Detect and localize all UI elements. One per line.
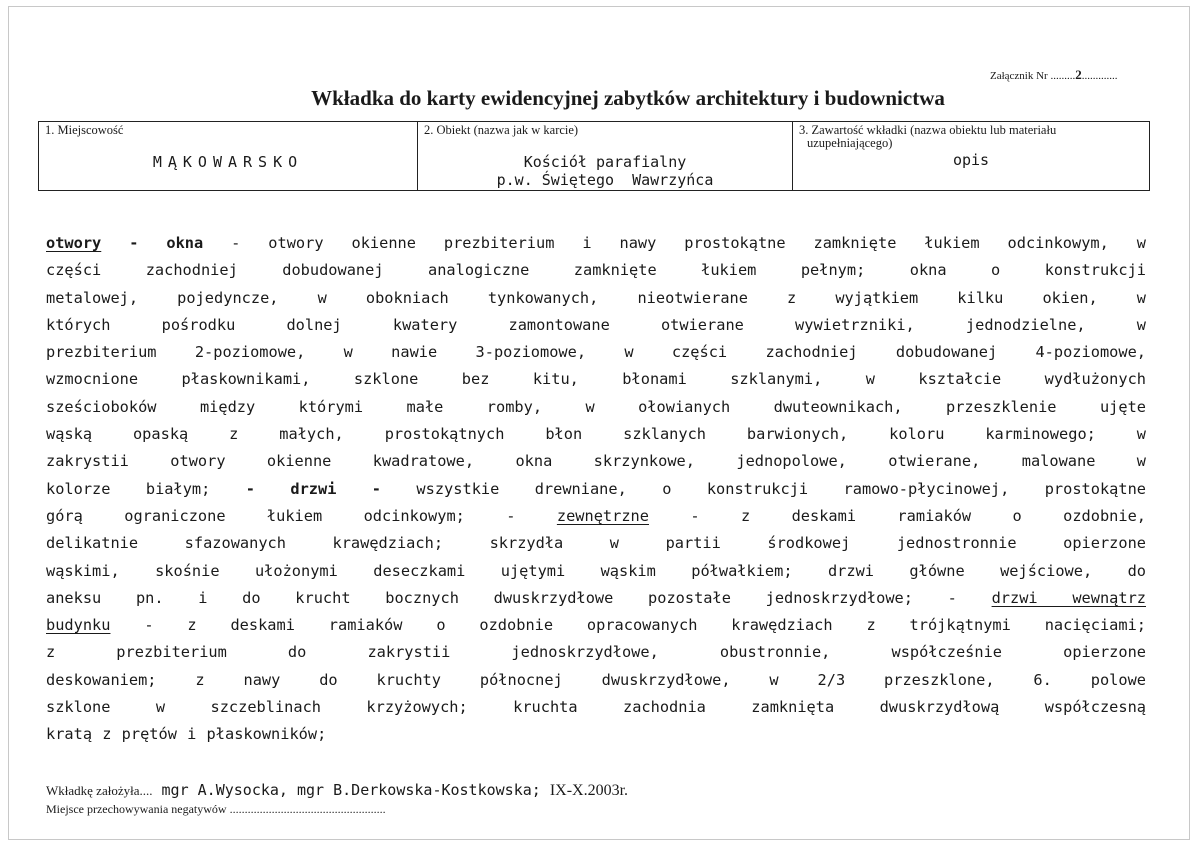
text-segment: wszystkie drewniane, o konstrukcji ramowo-płycinowej, prostokątne [381, 479, 1147, 498]
text-line: deskowaniem; z nawy do kruchty północnej dwuskrzydłowe, w 2/3 przeszklone, 6. polowe [46, 670, 1146, 689]
annex-label: Załącznik Nr ......... [990, 70, 1076, 82]
subheading-interior-cont: budynku [46, 616, 111, 635]
text-line: wzmocnione płaskownikami, szklone bez kitu, błonami szklanymi, w kształcie wydłużonych [46, 370, 1146, 389]
location-label: 1. Miejscowość [45, 123, 124, 137]
annex-number [990, 67, 1117, 83]
object-label: 2. Obiekt (nazwa jak w karcie) [424, 123, 579, 137]
heading-doors: - drzwi - [245, 479, 382, 498]
description-body [46, 230, 1146, 749]
heading-windows: okna [166, 234, 204, 252]
heading-openings: otwory [46, 234, 102, 252]
founded-value: mgr A.Wysocka, mgr B.Derkowska-Kostkowska; [152, 781, 550, 799]
text-segment: aneksu pn. i do krucht bocznych dwuskrzydłowe pozostałe jednoskrzydłowe; - [46, 588, 992, 607]
text-segment: - otwory okienne prezbiterium i nawy prostokątne zamknięte łukiem odcinkowym, w [203, 234, 1146, 252]
contents-label-line1: 3. Zawartość wkładki (nazwa obiektu lub materiału [799, 123, 1057, 137]
page-title-text: Wkładka do karty ewidencyjnej zabytków architektury i budownictwa [311, 86, 945, 110]
text-line: z prezbiterium do zakrystii jednoskrzydłowe, obustronnie, współcześnie opierzone [46, 643, 1146, 662]
text-line: których pośrodku dolnej kwatery zamontowane otwierane wywietrzniki, jednodzielne, w [46, 315, 1146, 334]
subheading-interior: drzwi wewnątrz [991, 588, 1146, 607]
text-line: zakrystii otwory okienne kwadratowe, okna skrzynkowe, jednopolowe, otwierane, malowane w [46, 452, 1146, 471]
text-line: szklone w szczeblinach krzyżowych; kruchta zachodnia zamknięta dwuskrzydłową współczesną [46, 698, 1146, 717]
negatives-location: Miejsce przechowywania negatywów .................................................... [46, 802, 386, 816]
contents-cell [793, 122, 1150, 191]
founded-label: Wkładkę założyła.... [46, 783, 153, 798]
text-segment: kolorze białym; [46, 479, 246, 498]
text-line [46, 503, 1146, 530]
footer-author-line [46, 780, 1146, 801]
text-line: wąską opaską z małych, prostokątnych błon szklanych barwionych, koloru karminowego; w [46, 425, 1146, 444]
text-line: sześcioboków między którymi małe romby, w ołowianych dwuteownikach, przeszklenie ujęte [46, 397, 1146, 416]
object-value-line1: Kościół parafialny [523, 153, 687, 171]
text-line: części zachodniej dobudowanej analogiczne zamknięte łukiem pełnym; okna o konstrukcji [46, 261, 1146, 280]
annex-trail: ............. [1081, 70, 1118, 82]
contents-value: opis [952, 151, 990, 169]
footer [46, 780, 1146, 817]
founded-date: IX-X.2003r. [549, 782, 629, 799]
subheading-exterior: zewnętrzne [556, 506, 649, 525]
text-line: metalowej, pojedyncze, w obokniach tynkowanych, nieotwierane z wyjątkiem kilku okien, w [46, 288, 1146, 307]
contents-label-line2: uzupełniającego) [807, 136, 893, 150]
object-value-line2: p.w. Świętego Wawrzyńca [496, 171, 714, 189]
contents-label [793, 122, 1149, 150]
page-title [0, 86, 1198, 111]
text-segment: - z deskami ramiaków o ozdobnie, [648, 506, 1146, 525]
location-cell [39, 122, 418, 191]
annex-value: 2 [1075, 67, 1082, 82]
object-value [418, 153, 792, 189]
text-line: kratą z prętów i płaskowników; [46, 725, 327, 744]
text-line [46, 612, 1146, 639]
location-value: MĄKOWARSKO [152, 153, 304, 171]
text-line [46, 230, 1146, 257]
text-segment: górą ograniczone łukiem odcinkowym; - [46, 506, 557, 525]
text-line: delikatnie sfazowanych krawędziach; skrzydła w partii środkowej jednostronnie opierzone [46, 534, 1146, 553]
text-segment: - z deskami ramiaków o ozdobnie opracowanych krawędziach z trójkątnymi nacięciami; [110, 616, 1146, 635]
text-line: prezbiterium 2-poziomowe, w nawie 3-poziomowe, w części zachodniej dobudowanej 4-poziomowe, [46, 343, 1146, 362]
heading-dash: - [101, 234, 167, 252]
object-cell [418, 122, 793, 191]
header-table [38, 121, 1150, 191]
text-line [46, 585, 1146, 612]
text-line [46, 476, 1146, 503]
text-line: wąskimi, skośnie ułożonymi deseczkami ujętymi wąskim półwałkiem; drzwi główne wejściowe, do [46, 561, 1146, 580]
